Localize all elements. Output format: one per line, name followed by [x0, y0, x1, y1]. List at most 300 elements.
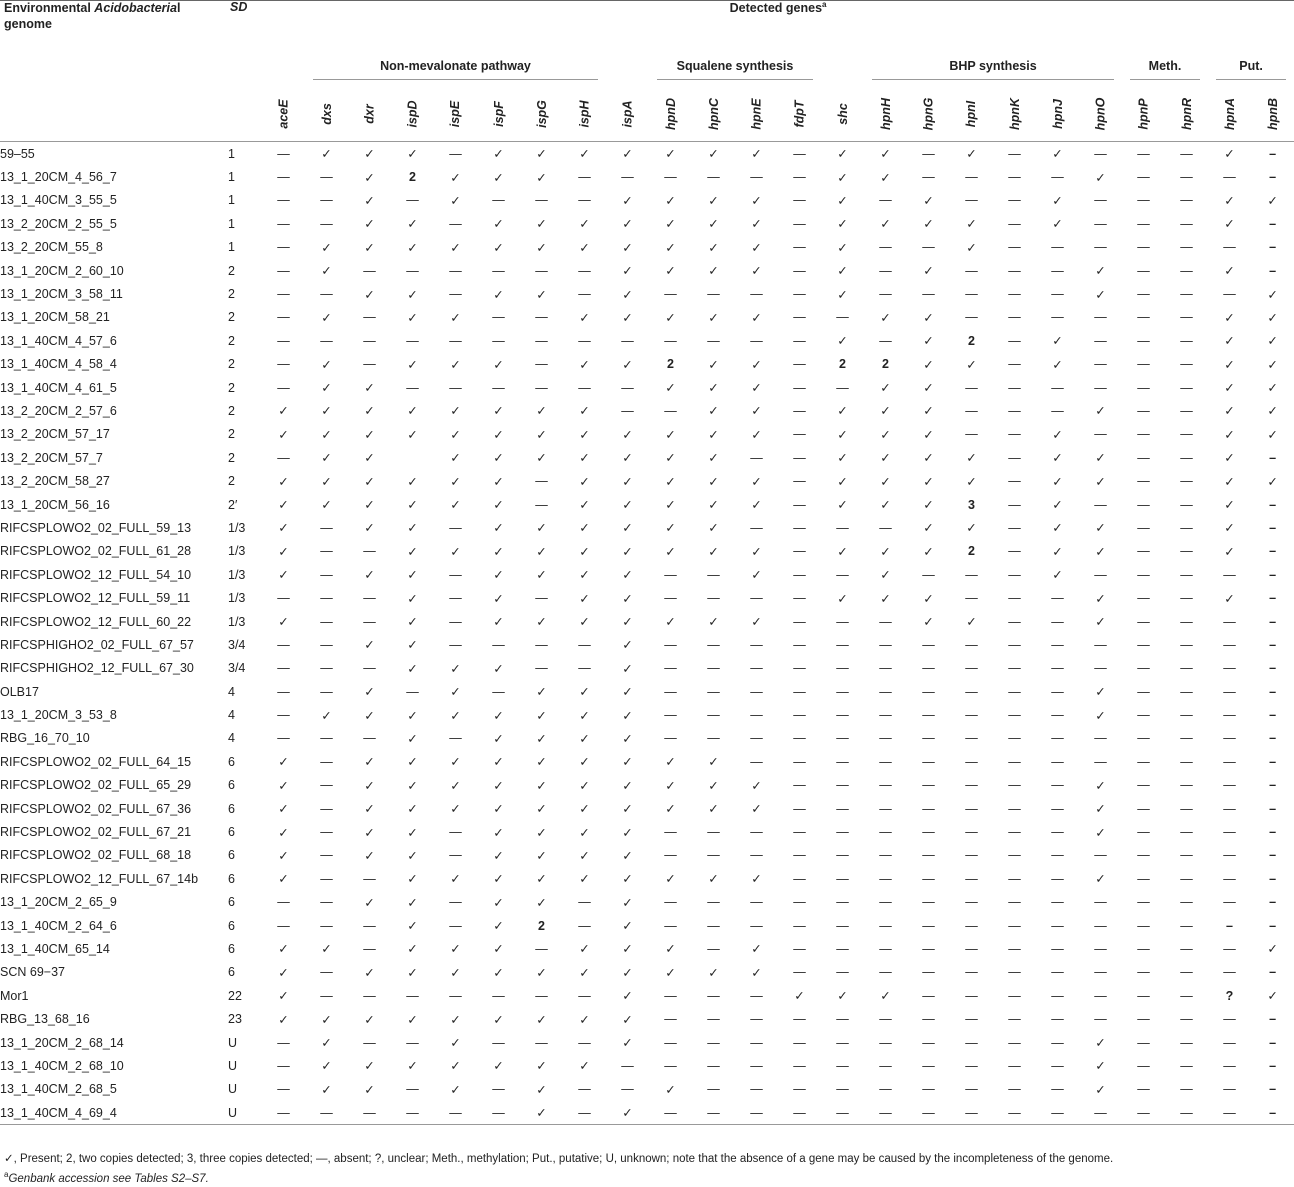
gene-cell: —	[1137, 871, 1150, 886]
gene-cell: —	[449, 146, 462, 161]
gene-cell: —	[1008, 380, 1021, 395]
gene-cell: —	[879, 754, 892, 769]
gene-cell: —	[1180, 637, 1193, 652]
gene-cell: ✓	[407, 755, 418, 770]
gene-cell: —	[320, 520, 333, 535]
gene-cell: —	[406, 988, 419, 1003]
gene-cell: —	[707, 567, 720, 582]
gene-cell: —	[1180, 427, 1193, 442]
group-meth: Meth.	[1122, 52, 1208, 86]
gene-cell: ✓	[1052, 334, 1063, 349]
sd-value: 3/4	[228, 637, 246, 652]
gene-cell: —	[578, 1082, 591, 1097]
gene-cell: —	[1051, 310, 1064, 325]
table-row	[0, 423, 1294, 446]
gene-cell: ✓	[923, 521, 934, 536]
gene-cell: ✓	[1052, 568, 1063, 583]
gene-cell: ✓	[278, 568, 289, 583]
gene-cell: ✓	[837, 989, 848, 1004]
gene-cell: ✓	[708, 310, 719, 325]
gene-cell: —	[320, 567, 333, 582]
gene-cell: ✓	[579, 731, 590, 746]
gene-cell: —	[965, 661, 978, 676]
gene-cell: —	[277, 661, 290, 676]
gene-cell: —	[277, 731, 290, 746]
gene-cell: ✓	[321, 1036, 332, 1051]
gene-header-ispD: ispD	[391, 86, 434, 142]
gene-cell: ✓	[579, 1012, 590, 1027]
gene-cell: —	[1008, 240, 1021, 255]
gene-cell: —	[793, 661, 806, 676]
gene-cell: —	[492, 684, 505, 699]
gene-cell: —	[879, 520, 892, 535]
gene-cell: ✓	[1095, 521, 1106, 536]
gene-cell: —	[707, 988, 720, 1003]
gene-cell: ✓	[622, 451, 633, 466]
gene-cell: —	[449, 287, 462, 302]
gene-header-hpnG: hpnG	[907, 86, 950, 142]
genome-name: 13_1_40CM_4_57_6	[0, 333, 117, 348]
gene-cell: —	[1051, 661, 1064, 676]
table-row	[0, 844, 1294, 867]
gene-cell: ✓	[751, 802, 762, 817]
gene-cell: —	[1008, 965, 1021, 980]
gene-cell: ✓	[665, 474, 676, 489]
gene-cell: —	[535, 988, 548, 1003]
gene-cell: ✓	[966, 615, 977, 629]
gene-cell: ✓	[837, 217, 848, 232]
gene-cell: ✓	[450, 404, 461, 419]
gene-cell: ✓	[364, 287, 375, 302]
gene-cell: ✓	[407, 498, 418, 513]
gene-cell: —	[1137, 1058, 1150, 1073]
gene-cell: —	[1137, 427, 1150, 442]
gene-cell: —	[578, 333, 591, 348]
gene-cell: —	[707, 170, 720, 185]
gene-cell: –	[1269, 170, 1277, 185]
gene-cell: ✓	[321, 427, 332, 442]
gene-cell: —	[320, 216, 333, 231]
genome-name: RIFCSPLOWO2_02_FULL_59_13	[0, 520, 192, 535]
sd-value: 1	[228, 170, 235, 185]
genome-name: RIFCSPHIGHO2_02_FULL_67_57	[0, 637, 194, 652]
gene-cell: —	[1223, 801, 1236, 816]
gene-cell: —	[363, 941, 376, 956]
table-row	[0, 516, 1294, 539]
sd-value: 1	[228, 240, 235, 255]
gene-cell: ✓	[880, 381, 891, 396]
gene-cell: ✓	[1095, 778, 1106, 793]
gene-cell: —	[277, 637, 290, 652]
gene-cell: —	[1008, 1058, 1021, 1073]
gene-cell: —	[1180, 1012, 1193, 1027]
gene-cell: ✓	[923, 427, 934, 442]
gene-cell: ✓	[407, 427, 418, 442]
gene-cell: —	[449, 380, 462, 395]
gene-cell: ✓	[1052, 498, 1063, 513]
gene-cell: ✓	[1095, 1082, 1106, 1097]
gene-cell: —	[1051, 965, 1064, 980]
gene-cell: —	[277, 708, 290, 723]
gene-cell: —	[965, 287, 978, 302]
gene-cell: ✓	[708, 872, 719, 887]
gene-cell: ✓	[1052, 357, 1063, 372]
genome-name: SCN 69−37	[0, 965, 65, 980]
gene-cell: —	[750, 661, 763, 676]
gene-cell: —	[750, 637, 763, 652]
gene-cell: ✓	[622, 544, 633, 559]
gene-cell: ✓	[1095, 170, 1106, 185]
gene-cell: —	[1094, 661, 1107, 676]
gene-cell: ✓	[880, 217, 891, 232]
gene-cell: —	[1180, 240, 1193, 255]
gene-cell: —	[406, 333, 419, 348]
gene-cell: ✓	[751, 147, 762, 162]
sd-value: U	[228, 1035, 238, 1050]
gene-cell: —	[1180, 614, 1193, 629]
gene-cell: —	[664, 637, 677, 652]
gene-cell: ✓	[1267, 287, 1278, 302]
gene-cell: —	[1137, 661, 1150, 676]
gene-cell: ✓	[493, 404, 504, 419]
gene-cell: ✓	[321, 264, 332, 279]
gene-cell: —	[1180, 450, 1193, 465]
genome-name: RIFCSPLOWO2_02_FULL_68_18	[0, 848, 192, 863]
sd-value: 1/3	[228, 567, 246, 582]
gene-cell: ✓	[837, 474, 848, 489]
gene-cell: —	[1180, 380, 1193, 395]
gene-cell: —	[1008, 287, 1021, 302]
gene-cell: –	[1269, 1082, 1277, 1097]
gene-cell: ✓	[450, 661, 461, 676]
gene-cell: —	[836, 871, 849, 886]
gene-cell: ✓	[364, 451, 375, 466]
gene-cell: —	[836, 661, 849, 676]
gene-cell: ✓	[1267, 381, 1278, 396]
gene-cell: —	[664, 333, 677, 348]
gene-cell: —	[1180, 520, 1193, 535]
gene-cell: ✓	[364, 1059, 375, 1074]
gene-header-hpnB: hpnB	[1251, 86, 1294, 142]
gene-cell: ✓	[579, 217, 590, 232]
gene-cell: —	[1008, 520, 1021, 535]
gene-cell: ✓	[708, 498, 719, 513]
gene-cell: –	[1269, 848, 1277, 863]
gene-cell: ✓	[1224, 404, 1235, 419]
gene-cell: —	[1137, 497, 1150, 512]
gene-cell: —	[1223, 708, 1236, 723]
gene-cell: —	[277, 357, 290, 372]
gene-cell: ✓	[1224, 193, 1235, 208]
gene-cell: ✓	[708, 264, 719, 279]
gene-cell: —	[965, 170, 978, 185]
gene-cell: –	[1269, 895, 1277, 910]
gene-cell: ✓	[579, 521, 590, 536]
gene-cell: —	[320, 170, 333, 185]
gene-cell: ✓	[407, 825, 418, 840]
gene-cell: ✓	[1224, 334, 1235, 349]
gene-cell: —	[793, 1082, 806, 1097]
gene-cell: ✓	[880, 147, 891, 162]
gene-header-shc: shc	[821, 86, 864, 142]
gene-cell: —	[1094, 941, 1107, 956]
gene-cell: ✓	[536, 287, 547, 302]
genome-name: RIFCSPLOWO2_12_FULL_54_10	[0, 567, 192, 582]
gene-cell: ✓	[1224, 147, 1235, 162]
gene-cell: ✓	[407, 638, 418, 653]
gene-cell: ✓	[622, 708, 633, 723]
gene-cell: ✓	[622, 264, 633, 279]
gene-cell: —	[879, 263, 892, 278]
gene-cell: ✓	[493, 615, 504, 629]
gene-cell: –	[1269, 263, 1277, 278]
gene-cell: —	[965, 801, 978, 816]
gene-cell: ✓	[364, 381, 375, 396]
gene-cell: —	[922, 240, 935, 255]
gene-cell: ✓	[622, 942, 633, 957]
gene-cell: —	[836, 801, 849, 816]
table-row	[0, 236, 1294, 259]
gene-cell: ✓	[579, 568, 590, 583]
gene-cell: ✓	[665, 264, 676, 279]
gene-cell: —	[535, 310, 548, 325]
gene-cell: —	[707, 918, 720, 933]
gene-cell: ✓	[520, 1101, 563, 1125]
gene-cell: ✓	[493, 731, 504, 746]
gene-cell: —	[320, 333, 333, 348]
gene-cell: —	[1008, 170, 1021, 185]
gene-cell: –	[1269, 1058, 1277, 1073]
gene-cell: —	[750, 988, 763, 1003]
gene-cell: —	[1051, 731, 1064, 746]
gene-cell: ✓	[665, 217, 676, 232]
gene-cell: —	[578, 380, 591, 395]
gene-cell: —	[1094, 848, 1107, 863]
gene-cell: —	[879, 333, 892, 348]
gene-cell: ✓	[364, 498, 375, 513]
gene-cell: —	[836, 965, 849, 980]
gene-cell: ✓	[536, 1082, 547, 1097]
footnote-genbank: $^a$Genbank accession see Tables S2–S7.	[4, 1170, 209, 1185]
gene-cell: ✓	[321, 942, 332, 957]
gene-cell: ✓	[278, 965, 289, 980]
gene-cell: ✓	[1095, 591, 1106, 606]
gene-cell: —	[621, 170, 634, 185]
gene-cell: ✓	[665, 240, 676, 255]
gene-header-hpnK: hpnK	[993, 86, 1036, 142]
gene-cell: —	[836, 778, 849, 793]
gene-cell: —	[535, 333, 548, 348]
gene-cell: —	[1051, 1035, 1064, 1050]
gene-cell: —	[1180, 591, 1193, 606]
sd-value: 1	[228, 193, 235, 208]
gene-cell: —	[836, 310, 849, 325]
gene-cell: —	[1137, 263, 1150, 278]
gene-cell: —	[535, 380, 548, 395]
table-row	[0, 306, 1294, 329]
gene-cell: —	[1008, 801, 1021, 816]
gene-cell: ✓	[1224, 427, 1235, 442]
gene-cell: ✓	[1095, 544, 1106, 559]
sd-value: 1/3	[228, 544, 246, 559]
gene-cell: —	[793, 380, 806, 395]
gene-cell: —	[277, 240, 290, 255]
gene-cell: ✓	[579, 240, 590, 255]
gene-cell: —	[793, 801, 806, 816]
table-row	[0, 703, 1294, 726]
gene-cell: ✓	[364, 895, 375, 910]
gene-cell: ✓	[622, 568, 633, 583]
gene-cell: —	[1180, 263, 1193, 278]
gene-cell: ✓	[622, 895, 633, 910]
gene-cell: —	[578, 918, 591, 933]
gene-cell: —	[1051, 801, 1064, 816]
gene-cell: —	[1137, 708, 1150, 723]
gene-cell: —	[320, 591, 333, 606]
gene-cell: —	[449, 988, 462, 1003]
gene-cell: ✓	[579, 615, 590, 629]
gene-cell: ✓	[751, 544, 762, 559]
gene-cell: —	[793, 240, 806, 255]
gene-cell: —	[1137, 380, 1150, 395]
table-row	[0, 797, 1294, 820]
gene-cell: —	[320, 637, 333, 652]
gene-cell: ✓	[321, 240, 332, 255]
gene-cell: –	[1269, 520, 1277, 535]
gene-cell: ✓	[450, 544, 461, 559]
sd-value: 2	[228, 333, 235, 348]
gene-cell: ✓	[536, 802, 547, 817]
gene-cell: ✓	[1095, 474, 1106, 489]
gene-cell: —	[1051, 591, 1064, 606]
gene-cell: —	[965, 871, 978, 886]
gene-cell: —	[535, 591, 548, 606]
sd-value: 6	[228, 918, 235, 933]
gene-cell: —	[1137, 146, 1150, 161]
gene-cell: ✓	[579, 802, 590, 817]
gene-cell: —	[449, 567, 462, 582]
gene-cell: ✓	[321, 498, 332, 513]
gene-cell: ✓	[493, 357, 504, 372]
gene-cell: ✓	[450, 193, 461, 208]
sd-value: 2	[228, 403, 235, 418]
gene-cell: ✓	[321, 708, 332, 723]
gene-cell: ✓	[622, 287, 633, 302]
gene-cell: —	[965, 403, 978, 418]
gene-cell: ✓	[1224, 591, 1235, 606]
gene-cell: —	[793, 941, 806, 956]
sd-value: 6	[228, 778, 235, 793]
gene-cell: —	[1180, 778, 1193, 793]
gene-cell: ✓	[751, 872, 762, 887]
gene-cell	[391, 446, 434, 469]
gene-cell: —	[922, 1012, 935, 1027]
gene-cell: ✓	[493, 240, 504, 255]
gene-cell: ✓	[751, 942, 762, 957]
gene-cell: —	[535, 357, 548, 372]
gene-cell: —	[707, 591, 720, 606]
genome-name: 13_1_20CM_4_56_7	[0, 170, 117, 185]
gene-cell: —	[1165, 1101, 1208, 1125]
gene-cell: —	[1051, 684, 1064, 699]
gene-header-hpnP: hpnP	[1122, 86, 1165, 142]
gene-header-fdpT: fdpT	[778, 86, 821, 142]
gene-cell: ✓	[837, 498, 848, 513]
gene-cell: ✓	[579, 310, 590, 325]
sd-value: 6	[228, 941, 235, 956]
gene-cell: ✓	[837, 451, 848, 466]
gene-cell: —	[320, 965, 333, 980]
gene-cell: –	[1269, 637, 1277, 652]
gene-cell: —	[363, 591, 376, 606]
gene-cell: ✓	[493, 825, 504, 840]
gene-cell: ✓	[278, 872, 289, 887]
gene-cell: —	[836, 708, 849, 723]
table-row	[0, 586, 1294, 609]
gene-cell: —	[1180, 474, 1193, 489]
gene-cell: –	[1269, 146, 1277, 161]
gene-header-dxs: dxs	[305, 86, 348, 142]
table-row	[0, 282, 1294, 305]
gene-cell: ✓	[450, 498, 461, 513]
gene-cell: ✓	[579, 1059, 590, 1074]
gene-cell: ✓	[407, 802, 418, 817]
gene-cell: ✓	[536, 731, 547, 746]
genome-name: RIFCSPLOWO2_12_FULL_67_14b	[0, 871, 199, 886]
gene-cell: ✓	[407, 708, 418, 723]
gene-cell: ✓	[579, 778, 590, 793]
gene-cell: —	[277, 310, 290, 325]
gene-cell: —	[277, 895, 290, 910]
gene-cell: —	[1051, 263, 1064, 278]
sd-value: 6	[228, 801, 235, 816]
gene-cell: —	[1008, 778, 1021, 793]
gene-cell: —	[1137, 170, 1150, 185]
gene-cell: ✓	[751, 404, 762, 419]
gene-cell: —	[1137, 310, 1150, 325]
gene-cell: ✓	[407, 872, 418, 887]
sd-value: 2	[228, 357, 235, 372]
gene-cell: —	[1008, 614, 1021, 629]
gene-cell: ✓	[880, 474, 891, 489]
gene-cell: —	[1223, 170, 1236, 185]
gene-cell: ✓	[1267, 427, 1278, 442]
gene-header-ispH: ispH	[563, 86, 606, 142]
gene-cell: ✓	[278, 521, 289, 536]
sd-value: 1	[228, 146, 235, 161]
gene-cell: —	[1180, 918, 1193, 933]
gene-header-row	[0, 86, 1294, 142]
gene-cell: —	[1223, 1035, 1236, 1050]
gene-cell: —	[492, 637, 505, 652]
gene-header-hpnO: hpnO	[1079, 86, 1122, 142]
gene-cell: —	[277, 216, 290, 231]
gene-cell: –	[1269, 825, 1277, 840]
gene-cell: —	[363, 871, 376, 886]
gene-cell: —	[836, 825, 849, 840]
gene-cell: —	[449, 731, 462, 746]
gene-cell: —	[922, 918, 935, 933]
gene-cell: ✓	[364, 521, 375, 536]
gene-cell: —	[1008, 1012, 1021, 1027]
gene-cell: —	[1180, 848, 1193, 863]
gene-cell: —	[836, 614, 849, 629]
gene-cell: —	[277, 263, 290, 278]
gene-cell: ✓	[708, 147, 719, 162]
gene-cell: —	[664, 1012, 677, 1027]
gene-cell: —	[879, 1035, 892, 1050]
gene-cell: ✓	[450, 240, 461, 255]
